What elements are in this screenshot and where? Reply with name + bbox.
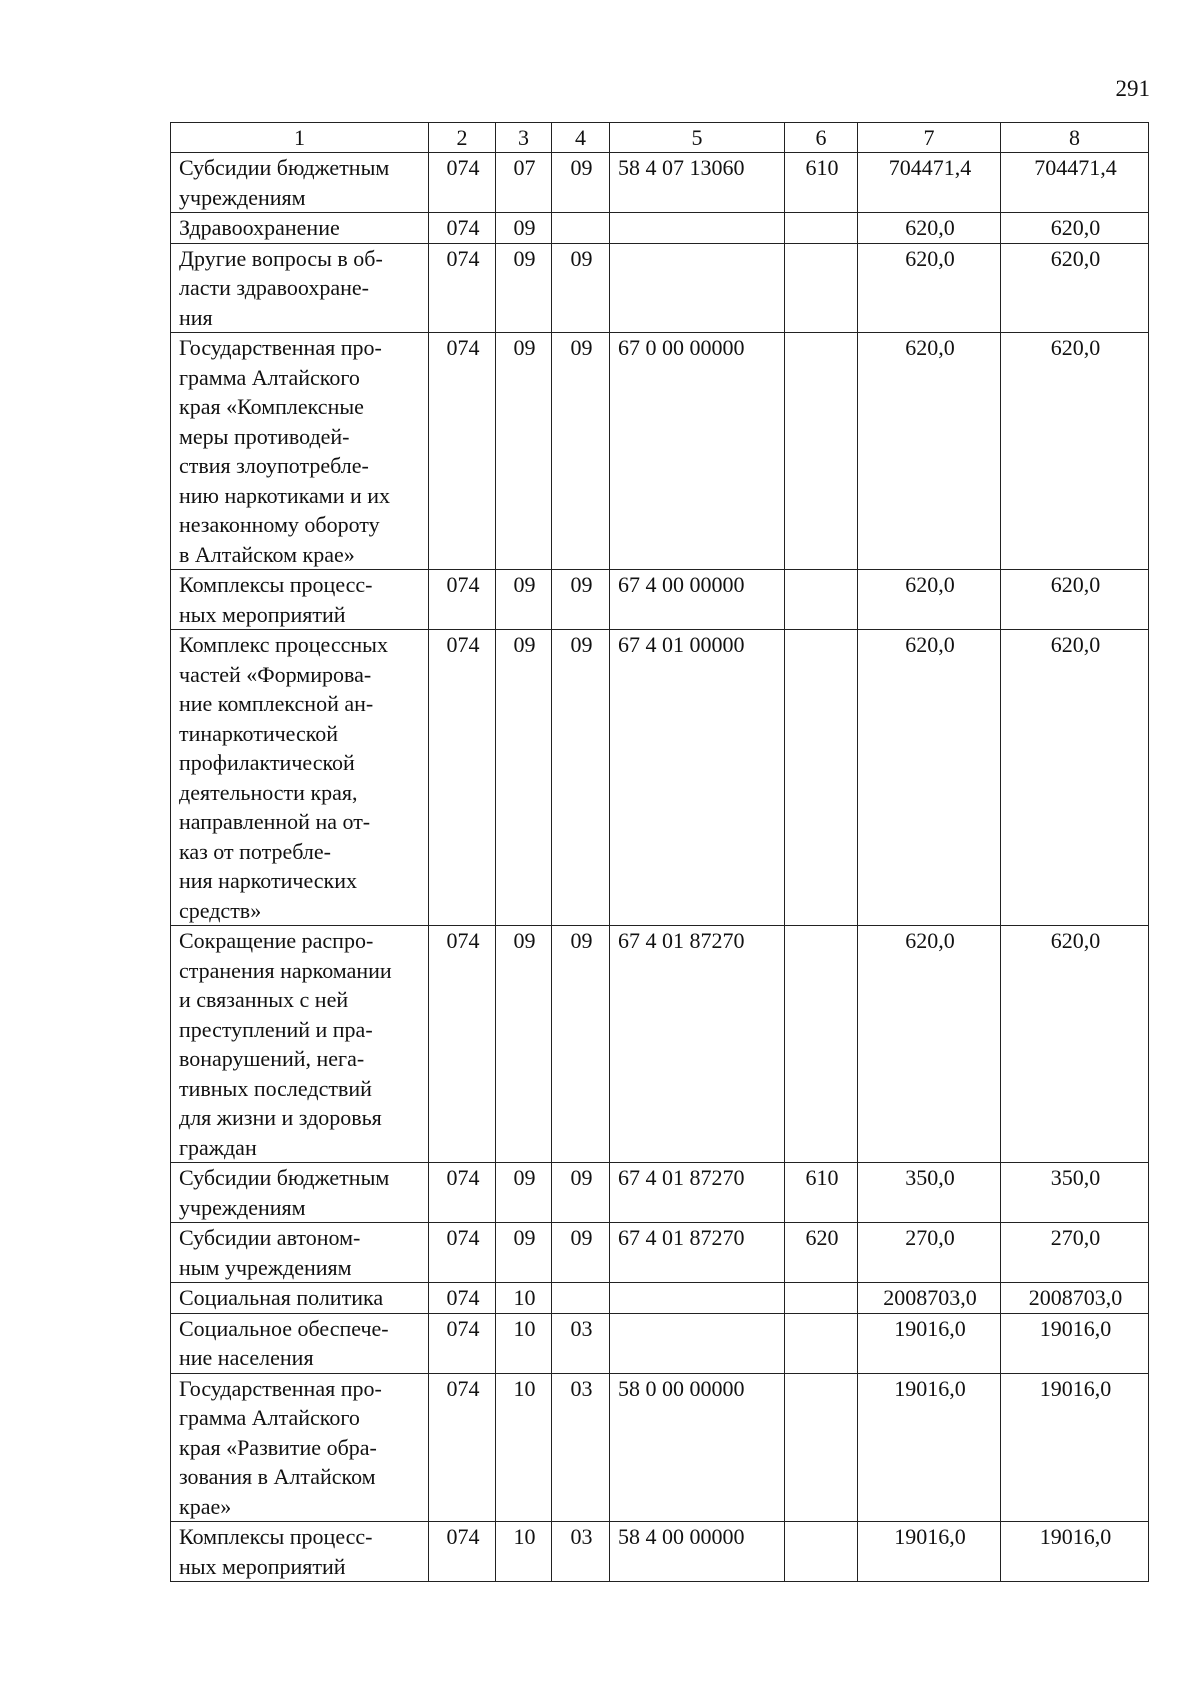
item-name-cell: [171, 630, 429, 926]
target-article-cell: [610, 243, 785, 333]
item-name-line: крае»: [179, 1493, 232, 1519]
item-name-line: Комплексы процесс-: [179, 1524, 373, 1549]
amount-cell: 620,0: [1001, 213, 1149, 244]
amount-cell: 620,0: [858, 570, 1001, 630]
admin-code-cell: 074: [429, 630, 496, 926]
item-name-cell: [171, 213, 429, 244]
section-code-cell: 10: [496, 1283, 552, 1314]
amount-cell: 620,0: [1001, 333, 1149, 570]
section-code-cell: 07: [496, 153, 552, 213]
budget-table: [170, 122, 1149, 1582]
item-name-cell: [171, 333, 429, 570]
target-article-cell: 67 4 01 87270: [610, 1163, 785, 1223]
target-article-cell: [610, 1313, 785, 1373]
item-name-line: средств»: [179, 897, 262, 923]
item-name-line: для жизни и здоровья: [179, 1105, 382, 1130]
subsection-code-cell: 09: [552, 926, 610, 1163]
table-header-row: [171, 123, 1149, 153]
expense-type-cell: [785, 1522, 858, 1582]
expense-type-cell: [785, 213, 858, 244]
table-row: [171, 1163, 1149, 1223]
item-name-line: ных мероприятий: [179, 1553, 346, 1579]
item-name-cell: [171, 570, 429, 630]
amount-cell: 620,0: [1001, 630, 1149, 926]
item-name-line: в Алтайском крае»: [179, 541, 355, 567]
admin-code-cell: 074: [429, 1373, 496, 1522]
expense-type-cell: 620: [785, 1223, 858, 1283]
target-article-cell: 58 4 07 13060: [610, 153, 785, 213]
item-name-line: Государственная про-: [179, 335, 382, 360]
item-name-line: и связанных с ней: [179, 987, 349, 1012]
section-code-cell: 09: [496, 333, 552, 570]
section-code-cell: 09: [496, 1223, 552, 1283]
amount-cell: 704471,4: [858, 153, 1001, 213]
amount-cell: 350,0: [1001, 1163, 1149, 1223]
target-article-cell: 67 4 01 87270: [610, 926, 785, 1163]
amount-cell: 19016,0: [1001, 1313, 1149, 1373]
amount-cell: 620,0: [858, 213, 1001, 244]
item-name-cell: [171, 1223, 429, 1283]
subsection-code-cell: 09: [552, 630, 610, 926]
expense-type-cell: [785, 333, 858, 570]
header-cell: 4: [552, 123, 610, 153]
admin-code-cell: 074: [429, 1163, 496, 1223]
item-name-line: Субсидии бюджетным: [179, 155, 390, 180]
item-name-line: деятельности края,: [179, 779, 358, 805]
item-name-line: Комплексы процесс-: [179, 572, 373, 597]
item-name-line: Сокращение распро-: [179, 928, 374, 953]
section-code-cell: 09: [496, 630, 552, 926]
subsection-code-cell: 09: [552, 570, 610, 630]
subsection-code-cell: [552, 213, 610, 244]
page-number: 291: [1115, 76, 1150, 101]
item-name-line: частей «Формирова-: [179, 661, 372, 687]
item-name-line: направленной на от-: [179, 809, 371, 834]
admin-code-cell: 074: [429, 1283, 496, 1314]
subsection-code-cell: 09: [552, 333, 610, 570]
amount-cell: 620,0: [858, 926, 1001, 1163]
section-code-cell: 10: [496, 1522, 552, 1582]
item-name-cell: [171, 1163, 429, 1223]
table-body: [171, 123, 1149, 1582]
item-name-cell: [171, 153, 429, 213]
expense-type-cell: [785, 1373, 858, 1522]
section-code-cell: 10: [496, 1313, 552, 1373]
expense-type-cell: [785, 1283, 858, 1314]
item-name-line: тивных последствий: [179, 1075, 372, 1101]
target-article-cell: 67 0 00 00000: [610, 333, 785, 570]
item-name-line: Государственная про-: [179, 1375, 382, 1401]
item-name-line: Социальная политика: [179, 1285, 384, 1310]
item-name-line: незаконному обороту: [179, 512, 380, 537]
amount-cell: 19016,0: [1001, 1522, 1149, 1582]
target-article-cell: [610, 213, 785, 244]
subsection-code-cell: 09: [552, 153, 610, 213]
subsection-code-cell: 03: [552, 1313, 610, 1373]
item-name-cell: [171, 926, 429, 1163]
amount-cell: 620,0: [858, 630, 1001, 926]
target-article-cell: 67 4 00 00000: [610, 570, 785, 630]
item-name-cell: [171, 1522, 429, 1582]
table-row: [171, 926, 1149, 1163]
item-name-cell: [171, 1373, 429, 1522]
header-cell: 8: [1001, 123, 1149, 153]
table-row: [171, 1283, 1149, 1314]
subsection-code-cell: [552, 1283, 610, 1314]
amount-cell: 270,0: [1001, 1223, 1149, 1283]
item-name-cell: [171, 243, 429, 333]
item-name-line: ния наркотических: [179, 868, 357, 893]
item-name-line: граждан: [179, 1134, 257, 1160]
item-name-line: учреждениям: [179, 184, 306, 210]
admin-code-cell: 074: [429, 926, 496, 1163]
table-row: [171, 1313, 1149, 1373]
admin-code-cell: 074: [429, 243, 496, 333]
item-name-line: грамма Алтайского: [179, 364, 360, 390]
section-code-cell: 10: [496, 1373, 552, 1522]
table-row: [171, 333, 1149, 570]
header-cell: 2: [429, 123, 496, 153]
header-cell: 5: [610, 123, 785, 153]
table-row: [171, 1373, 1149, 1522]
admin-code-cell: 074: [429, 153, 496, 213]
item-name-line: ния: [179, 304, 213, 330]
item-name-line: ствия злоупотребле-: [179, 453, 369, 478]
amount-cell: 2008703,0: [858, 1283, 1001, 1314]
table-row: [171, 630, 1149, 926]
amount-cell: 270,0: [858, 1223, 1001, 1283]
table-row: [171, 1223, 1149, 1283]
admin-code-cell: 074: [429, 1223, 496, 1283]
item-name-line: Другие вопросы в об-: [179, 245, 383, 271]
section-code-cell: 09: [496, 243, 552, 333]
target-article-cell: 67 4 01 87270: [610, 1223, 785, 1283]
subsection-code-cell: 03: [552, 1522, 610, 1582]
item-name-line: Комплекс процессных: [179, 632, 388, 657]
expense-type-cell: [785, 630, 858, 926]
admin-code-cell: 074: [429, 1313, 496, 1373]
amount-cell: 2008703,0: [1001, 1283, 1149, 1314]
section-code-cell: 09: [496, 570, 552, 630]
expense-type-cell: [785, 1313, 858, 1373]
item-name-line: зования в Алтайском: [179, 1464, 376, 1489]
expense-type-cell: [785, 570, 858, 630]
amount-cell: 620,0: [1001, 926, 1149, 1163]
item-name-line: профилактической: [179, 750, 355, 775]
item-name-line: вонарушений, нега-: [179, 1046, 365, 1071]
item-name-line: ласти здравоохране-: [179, 275, 369, 300]
table-row: [171, 1522, 1149, 1582]
target-article-cell: 67 4 01 00000: [610, 630, 785, 926]
header-cell: 3: [496, 123, 552, 153]
admin-code-cell: 074: [429, 570, 496, 630]
subsection-code-cell: 09: [552, 1163, 610, 1223]
table-row: [171, 213, 1149, 244]
item-name-line: края «Комплексные: [179, 394, 364, 419]
admin-code-cell: 074: [429, 213, 496, 244]
table-row: [171, 243, 1149, 333]
item-name-line: Социальное обеспече-: [179, 1315, 389, 1341]
item-name-cell: [171, 1313, 429, 1373]
amount-cell: 620,0: [858, 333, 1001, 570]
expense-type-cell: 610: [785, 153, 858, 213]
item-name-line: ным учреждениям: [179, 1254, 352, 1280]
item-name-line: каз от потребле-: [179, 838, 331, 864]
item-name-cell: [171, 1283, 429, 1314]
amount-cell: 19016,0: [858, 1313, 1001, 1373]
target-article-cell: [610, 1283, 785, 1314]
item-name-line: Здравоохранение: [179, 215, 340, 240]
amount-cell: 19016,0: [858, 1373, 1001, 1522]
item-name-line: края «Развитие обра-: [179, 1434, 377, 1460]
item-name-line: ние комплексной ан-: [179, 691, 374, 716]
header-cell: 1: [171, 123, 429, 153]
amount-cell: 19016,0: [1001, 1373, 1149, 1522]
section-code-cell: 09: [496, 926, 552, 1163]
target-article-cell: 58 4 00 00000: [610, 1522, 785, 1582]
admin-code-cell: 074: [429, 333, 496, 570]
header-cell: 6: [785, 123, 858, 153]
item-name-line: меры противодей-: [179, 423, 350, 449]
table-row: [171, 153, 1149, 213]
item-name-line: нию наркотиками и их: [179, 482, 391, 508]
section-code-cell: 09: [496, 213, 552, 244]
header-cell: 7: [858, 123, 1001, 153]
item-name-line: ных мероприятий: [179, 601, 346, 627]
item-name-line: странения наркомании: [179, 957, 392, 983]
table-row: [171, 570, 1149, 630]
item-name-line: грамма Алтайского: [179, 1405, 360, 1430]
expense-type-cell: [785, 243, 858, 333]
expense-type-cell: 610: [785, 1163, 858, 1223]
amount-cell: 620,0: [858, 243, 1001, 333]
item-name-line: Субсидии бюджетным: [179, 1165, 390, 1190]
amount-cell: 19016,0: [858, 1522, 1001, 1582]
admin-code-cell: 074: [429, 1522, 496, 1582]
expense-type-cell: [785, 926, 858, 1163]
amount-cell: 620,0: [1001, 570, 1149, 630]
subsection-code-cell: 09: [552, 1223, 610, 1283]
amount-cell: 350,0: [858, 1163, 1001, 1223]
item-name-line: преступлений и пра-: [179, 1016, 373, 1042]
item-name-line: учреждениям: [179, 1194, 306, 1220]
section-code-cell: 09: [496, 1163, 552, 1223]
subsection-code-cell: 03: [552, 1373, 610, 1522]
target-article-cell: 58 0 00 00000: [610, 1373, 785, 1522]
subsection-code-cell: 09: [552, 243, 610, 333]
amount-cell: 620,0: [1001, 243, 1149, 333]
item-name-line: тинаркотической: [179, 720, 339, 746]
item-name-line: Субсидии автоном-: [179, 1225, 361, 1250]
item-name-line: ние населения: [179, 1345, 314, 1370]
amount-cell: 704471,4: [1001, 153, 1149, 213]
